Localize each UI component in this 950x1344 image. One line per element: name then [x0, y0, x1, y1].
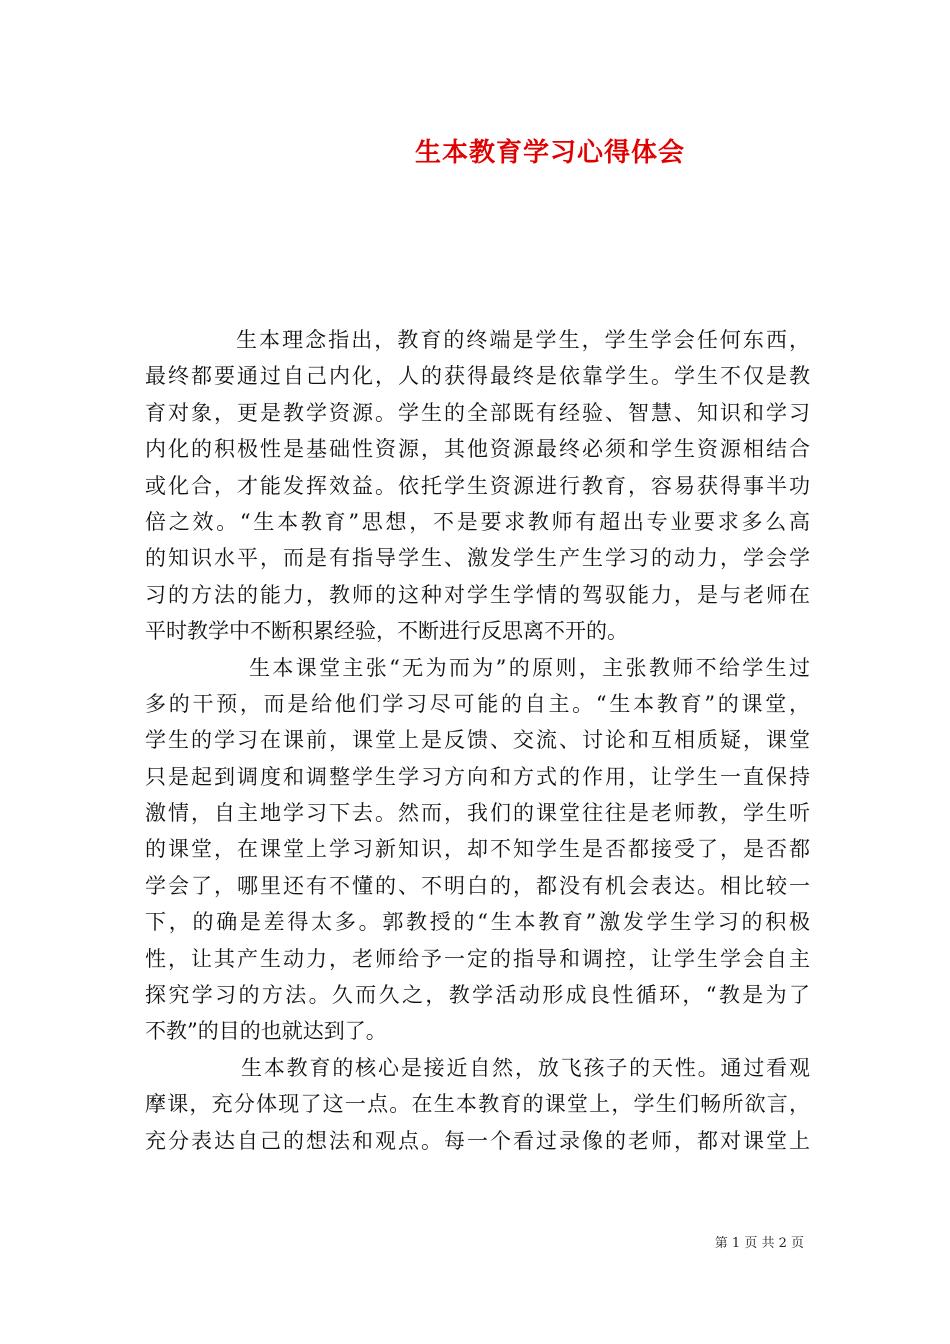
paragraph-line: 摩课，充分体现了这一点。在生本教育的课堂上，学生们畅所欲言，: [145, 1092, 810, 1117]
paragraph-line: 平时教学中不断积累经验，不断进行反思离不开的。: [145, 619, 628, 644]
paragraph-line: 不教”的目的也就达到了。: [145, 1019, 387, 1044]
paragraph-line: 或化合，才能发挥效益。依托学生资源进行教育，容易获得事半功: [145, 473, 810, 498]
document-body: [145, 322, 810, 1159]
document-title: 生本教育学习心得体会: [414, 138, 685, 168]
paragraph-line: 内化的积极性是基础性资源，其他资源最终必须和学生资源相结合: [145, 437, 810, 462]
paragraph-line: 生本教育的核心是接近自然，放飞孩子的天性。通过看观: [241, 1055, 810, 1080]
paragraph-line: 多的干预，而是给他们学习尽可能的自主。“生本教育”的课堂，: [145, 691, 810, 716]
paragraph-line: 的课堂，在课堂上学习新知识，却不知学生是否都接受了，是否都: [145, 837, 810, 862]
paragraph-line: 探究学习的方法。久而久之，教学活动形成良性循环，“教是为了: [145, 983, 810, 1008]
paragraph-3: [145, 1050, 810, 1159]
paragraph-line: 只是起到调度和调整学生学习方向和方式的作用，让学生一直保持: [145, 764, 810, 789]
paragraph-line: 育对象，更是教学资源。学生的全部既有经验、智慧、知识和学习: [145, 400, 810, 425]
paragraph-line: 习的方法的能力，教师的这种对学生学情的驾驭能力，是与老师在: [145, 582, 810, 607]
paragraph-2: [145, 650, 810, 1050]
paragraph-line: 生本课堂主张“无为而为”的原则，主张教师不给学生过: [249, 655, 810, 680]
paragraph-1: [145, 322, 810, 650]
page-number-footer: 第 1 页 共 2 页: [714, 1236, 804, 1251]
paragraph-line: 学生的学习在课前，课堂上是反馈、交流、讨论和互相质疑，课堂: [145, 728, 810, 753]
paragraph-line: 下，的确是差得太多。郭教授的“生本教育”激发学生学习的积极: [145, 910, 810, 935]
paragraph-line: 激情，自主地学习下去。然而，我们的课堂往往是老师教，学生听: [145, 801, 810, 826]
paragraph-line: 性，让其产生动力，老师给予一定的指导和调控，让学生学会自主: [145, 946, 810, 971]
paragraph-line: 倍之效。“生本教育”思想，不是要求教师有超出专业要求多么高: [145, 509, 810, 534]
paragraph-line: 充分表达自己的想法和观点。每一个看过录像的老师，都对课堂上: [145, 1128, 810, 1153]
paragraph-line: 学会了，哪里还有不懂的、不明白的，都没有机会表达。相比较一: [145, 873, 810, 898]
paragraph-line: 生本理念指出，教育的终端是学生，学生学会任何东西，: [236, 328, 810, 352]
paragraph-line: 最终都要通过自己内化，人的获得最终是依靠学生。学生不仅是教: [145, 364, 810, 389]
paragraph-line: 的知识水平，而是有指导学生、激发学生产生学习的动力，学会学: [145, 546, 810, 571]
